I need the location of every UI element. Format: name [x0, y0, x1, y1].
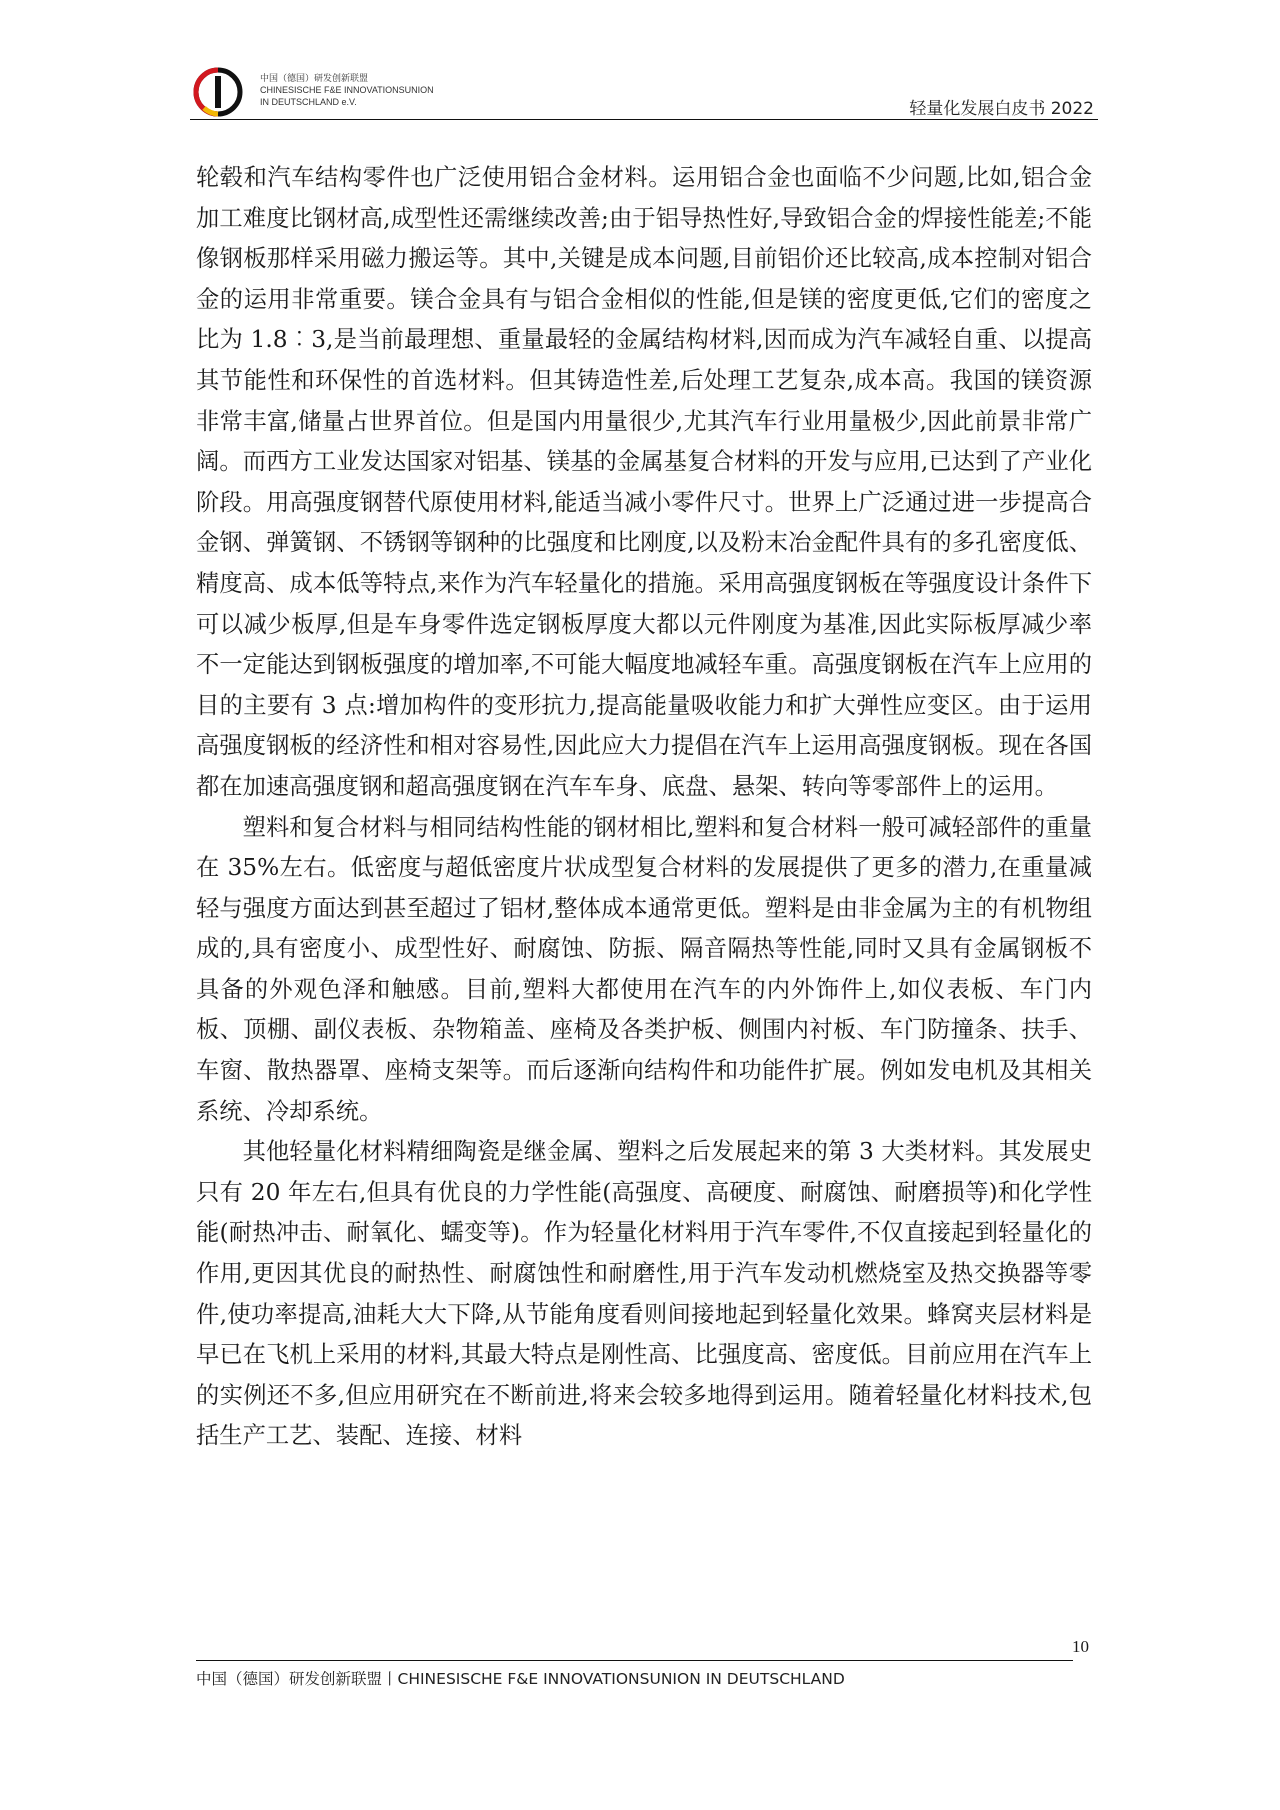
- page-number: 10: [1072, 1637, 1089, 1656]
- union-logo-icon: [192, 66, 250, 118]
- page-footer: 中国（德国）研发创新联盟丨CHINESISCHE F&E INNOVATIONSUNION IN DEUTSCHLAND: [196, 1670, 845, 1688]
- paragraph-ceramics-honeycomb: 其他轻量化材料精细陶瓷是继金属、塑料之后发展起来的第 3 大类材料。其发展史只有 20 年左右,但具有优良的力学性能(高强度、高硬度、耐腐蚀、耐磨损等)和化学性能(耐热冲击、耐氧化、蠕变等)。作为轻量化材料用于汽车零件,不仅直接起到轻量化的作用,更因其优良的耐热性、耐腐蚀性和耐磨性,用于汽车发动机燃烧室及热交换器等零件,使功率提高,油耗大大下降,从节能角度看则间接地起到轻量化效果。蜂窝夹层材料是早已在飞机上采用的材料,其最大特点是刚性高、比强度高、密度低。目前应用在汽车上的实例还不多,但应用研究在不断前进,将来会较多地得到运用。随着轻量化材料技术,包括生产工艺、装配、连接、材料: [196, 1138, 1092, 1450]
- body-text: [196, 158, 1092, 1457]
- organization-name: [260, 72, 434, 108]
- org-name-de-2: IN DEUTSCHLAND e.V.: [260, 97, 357, 107]
- footer-divider: [196, 1660, 1073, 1661]
- org-name-de: CHINESISCHE F&E INNOVATIONSUNION: [260, 85, 434, 95]
- org-name-cn: 中国（德国）研发创新联盟: [260, 73, 369, 83]
- document-title: 轻量化发展白皮书 2022: [909, 99, 1094, 119]
- header-divider: [190, 119, 1098, 120]
- paragraph-plastics-composites: 塑料和复合材料与相同结构性能的钢材相比,塑料和复合材料一般可减轻部件的重量在 35%左右。低密度与超低密度片状成型复合材料的发展提供了更多的潜力,在重量减轻与强度方面达到甚至超过了铝材,整体成本通常更低。塑料是由非金属为主的有机物组成的,具有密度小、成型性好、耐腐蚀、防振、隔音隔热等性能,同时又具有金属钢板不具备的外观色泽和触感。目前,塑料大都使用在汽车的内外饰件上,如仪表板、车门内板、顶棚、副仪表板、杂物箱盖、座椅及各类护板、侧围内衬板、车门防撞条、扶手、车窗、散热器罩、座椅支架等。而后逐渐向结构件和功能件扩展。例如发电机及其相关系统、冷却系统。: [196, 813, 1092, 1125]
- page-header: [190, 58, 1098, 120]
- paragraph-aluminum-magnesium-steel: 轮毂和汽车结构零件也广泛使用铝合金材料。运用铝合金也面临不少问题,比如,铝合金加工难度比钢材高,成型性还需继续改善;由于铝导热性好,导致铝合金的焊接性能差;不能像钢板那样采用磁力搬运等。其中,关键是成本问题,目前铝价还比较高,成本控制对铝合金的运用非常重要。镁合金具有与铝合金相似的性能,但是镁的密度更低,它们的密度之比为 1.8︰3,是当前最理想、重量最轻的金属结构材料,因而成为汽车减轻自重、以提高其节能性和环保性的首选材料。但其铸造性差,后处理工艺复杂,成本高。我国的镁资源非常丰富,储量占世界首位。但是国内用量很少,尤其汽车行业用量极少,因此前景非常广阔。而西方工业发达国家对铝基、镁基的金属基复合材料的开发与应用,已达到了产业化阶段。用高强度钢替代原使用材料,能适当减小零件尺寸。世界上广泛通过进一步提高合金钢、弹簧钢、不锈钢等钢种的比强度和比刚度,以及粉末冶金配件具有的多孔密度低、精度高、成本低等特点,来作为汽车轻量化的措施。采用高强度钢板在等强度设计条件下可以减少板厚,但是车身零件选定钢板厚度大都以元件刚度为基准,因此实际板厚减少率不一定能达到钢板强度的增加率,不可能大幅度地减轻车重。高强度钢板在汽车上应用的目的主要有 3 点:增加构件的变形抗力,提高能量吸收能力和扩大弹性应变区。由于运用高强度钢板的经济性和相对容易性,因此应大力提倡在汽车上运用高强度钢板。现在各国都在加速高强度钢和超高强度钢在汽车车身、底盘、悬架、转向等零部件上的运用。: [196, 164, 1092, 800]
